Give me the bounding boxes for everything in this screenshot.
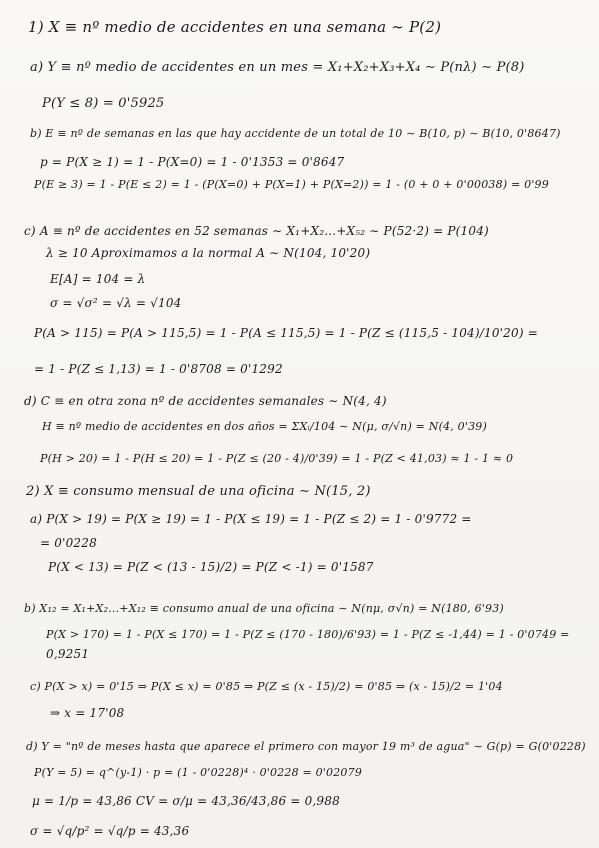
problem-1c-normal-approx: λ ≥ 10 Aproximamos a la normal A ∼ N(104, 10'20) <box>46 246 371 260</box>
problem-2b-result: 0,9251 <box>46 647 90 661</box>
problem-1a-result: P(Y ≤ 8) = 0'5925 <box>42 96 165 111</box>
problem-1b-p-value: p = P(X ≥ 1) = 1 - P(X=0) = 1 - 0'1353 = 0'8647 <box>40 155 345 169</box>
problem-1b-result: P(E ≥ 3) = 1 - P(E ≤ 2) = 1 - (P(X=0) + P(X=1) + P(X=2)) = 1 - (0 + 0 + 0'00038) = 0'99 <box>34 178 549 191</box>
problem-2b-statement: b) X₁₂ = X₁+X₂...+X₁₂ ≡ consumo anual de una oficina ∼ N(nμ, σ√n) = N(180, 6'93) <box>24 602 504 615</box>
problem-1c-expectation: E[A] = 104 = λ <box>50 272 146 286</box>
problem-2d-sigma: σ = √q/p² = √q/p = 43,36 <box>30 824 190 838</box>
problem-2a-part1-result: = 0'0228 <box>40 536 97 550</box>
problem-2a-part2: P(X < 13) = P(Z < (13 - 15)/2) = P(Z < -1) = 0'1587 <box>48 560 374 574</box>
problem-2d-statement: d) Y = "nº de meses hasta que aparece el primero con mayor 19 m³ de agua" ∼ G(p) = G(0'0228) <box>26 740 586 753</box>
problem-1d-result: P(H > 20) = 1 - P(H ≤ 20) = 1 - P(Z ≤ (20 - 4)/0'39) = 1 - P(Z < 41,03) ≈ 1 - 1 ≈ 0 <box>40 452 514 465</box>
problem-1c-result: = 1 - P(Z ≤ 1,13) = 1 - 0'8708 = 0'1292 <box>34 362 283 376</box>
problem-1c-statement: c) A ≡ nº de accidentes en 52 semanas ∼ X₁+X₂...+X₅₂ ∼ P(52·2) = P(104) <box>24 224 489 238</box>
problem-2b-probability: P(X > 170) = 1 - P(X ≤ 170) = 1 - P(Z ≤ (170 - 180)/6'93) = 1 - P(Z ≤ -1,44) = 1 - 0'0749 = <box>46 628 570 641</box>
problem-1b-statement: b) E ≡ nº de semanas en las que hay accidente de un total de 10 ∼ B(10, p) ∼ B(10, 0'8647) <box>30 127 561 140</box>
problem-2d-mean-cv: μ = 1/p = 43,86 CV = σ/μ = 43,36/43,86 = 0,988 <box>32 794 340 808</box>
problem-1d-mean-definition: H ≡ nº medio de accidentes en dos años = ΣXᵢ/104 ∼ N(μ, σ/√n) = N(4, 0'39) <box>42 420 487 433</box>
problem-2c-statement: c) P(X > x) = 0'15 ⇒ P(X ≤ x) = 0'85 ⇒ P(Z ≤ (x - 15)/2) = 0'85 ⇒ (x - 15)/2 = 1'04 <box>30 680 503 693</box>
problem-2c-result: ⇒ x = 17'08 <box>50 706 125 720</box>
problem-1a-statement: a) Y ≡ nº medio de accidentes en un mes = X₁+X₂+X₃+X₄ ∼ P(nλ) ∼ P(8) <box>30 60 525 75</box>
problem-1d-statement: d) C ≡ en otra zona nº de accidentes semanales ∼ N(4, 4) <box>24 394 387 408</box>
problem-1-heading: 1) X ≡ nº medio de accidentes en una semana ∼ P(2) <box>28 18 442 36</box>
problem-2-heading: 2) X ≡ consumo mensual de una oficina ∼ N(15, 2) <box>26 484 371 499</box>
problem-2a-part1: a) P(X > 19) = P(X ≥ 19) = 1 - P(X ≤ 19) = 1 - P(Z ≤ 2) = 1 - 0'9772 = <box>30 512 472 526</box>
problem-2d-probability: P(Y = 5) = q^(y-1) · p = (1 - 0'0228)⁴ · 0'0228 = 0'02079 <box>34 766 363 779</box>
problem-1c-probability: P(A > 115) = P(A > 115,5) = 1 - P(A ≤ 115,5) = 1 - P(Z ≤ (115,5 - 104)/10'20) = <box>34 326 538 340</box>
problem-1c-sigma: σ = √σ² = √λ = √104 <box>50 296 182 310</box>
